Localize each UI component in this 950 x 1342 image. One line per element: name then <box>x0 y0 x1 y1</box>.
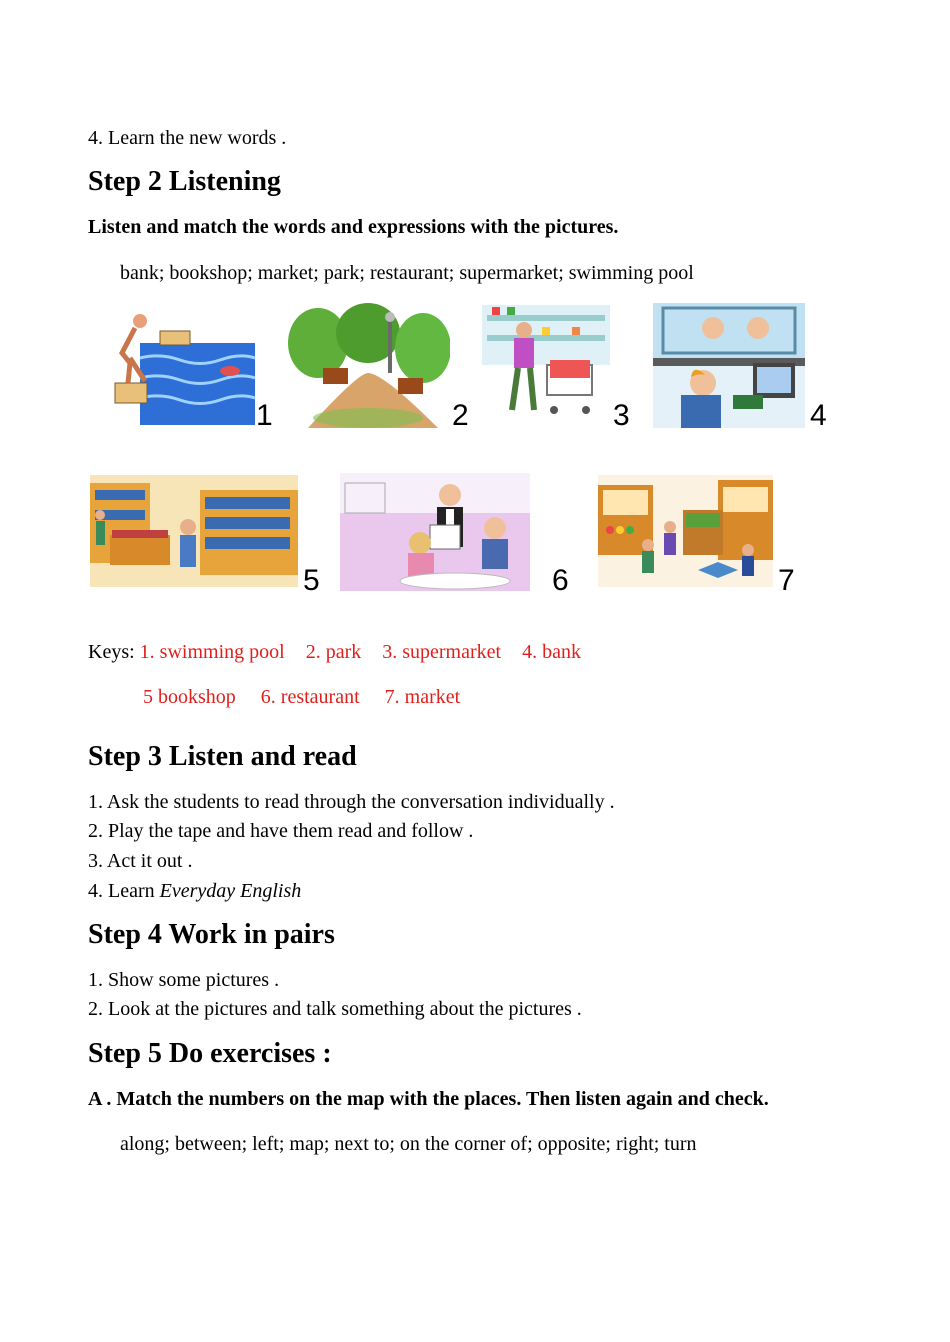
step5-instruction: A . Match the numbers on the map with the places. Then listen again and check. <box>88 1088 769 1110</box>
picture-number-6: 6 <box>552 564 569 597</box>
step2-word-list: bank; bookshop; market; park; restaurant; supermarket; swimming pool <box>120 262 694 284</box>
bookshop-picture <box>90 475 298 587</box>
park-picture <box>288 303 450 428</box>
restaurant-picture <box>340 473 530 591</box>
picture-number-2: 2 <box>452 399 469 432</box>
list-item: 3. Act it out . <box>88 850 193 872</box>
market-picture <box>598 475 773 587</box>
keys-line-1 <box>88 640 581 664</box>
key-item: 7. market <box>384 686 461 708</box>
keys-line-2 <box>143 685 460 709</box>
swimming-pool-picture <box>100 303 255 428</box>
key-item: 3. supermarket <box>382 641 502 663</box>
list-item: 2. Look at the pictures and talk something about the pictures . <box>88 998 582 1020</box>
key-item: 5 bookshop <box>143 686 236 708</box>
list-item: 4. Learn the new words . <box>88 127 287 149</box>
picture-number-1: 1 <box>256 399 273 432</box>
keys-label: Keys: <box>88 641 135 663</box>
bank-picture <box>653 303 805 428</box>
step4-heading: Step 4 Work in pairs <box>88 919 335 950</box>
step5-heading: Step 5 Do exercises : <box>88 1038 332 1069</box>
step5-word-list: along; between; left; map; next to; on the corner of; opposite; right; turn <box>120 1133 697 1155</box>
key-item: 2. park <box>305 641 362 663</box>
picture-number-3: 3 <box>613 399 630 432</box>
key-item: 6. restaurant <box>260 686 360 708</box>
key-item: 1. swimming pool <box>139 641 285 663</box>
list-item: 1. Show some pictures . <box>88 969 280 991</box>
list-item: 1. Ask the students to read through the conversation individually . <box>88 791 615 813</box>
list-item: 2. Play the tape and have them read and follow . <box>88 820 474 842</box>
list-item <box>88 879 301 903</box>
list-item-italic: Everyday English <box>159 880 302 902</box>
step2-heading: Step 2 Listening <box>88 166 281 197</box>
picture-number-4: 4 <box>810 399 827 432</box>
step2-instruction: Listen and match the words and expressions with the pictures. <box>88 216 619 238</box>
step3-heading: Step 3 Listen and read <box>88 741 357 772</box>
picture-number-7: 7 <box>778 564 795 597</box>
key-item: 4. bank <box>522 641 581 663</box>
supermarket-picture <box>482 305 610 425</box>
list-item-prefix: 4. Learn <box>88 880 160 902</box>
picture-number-5: 5 <box>303 564 320 597</box>
